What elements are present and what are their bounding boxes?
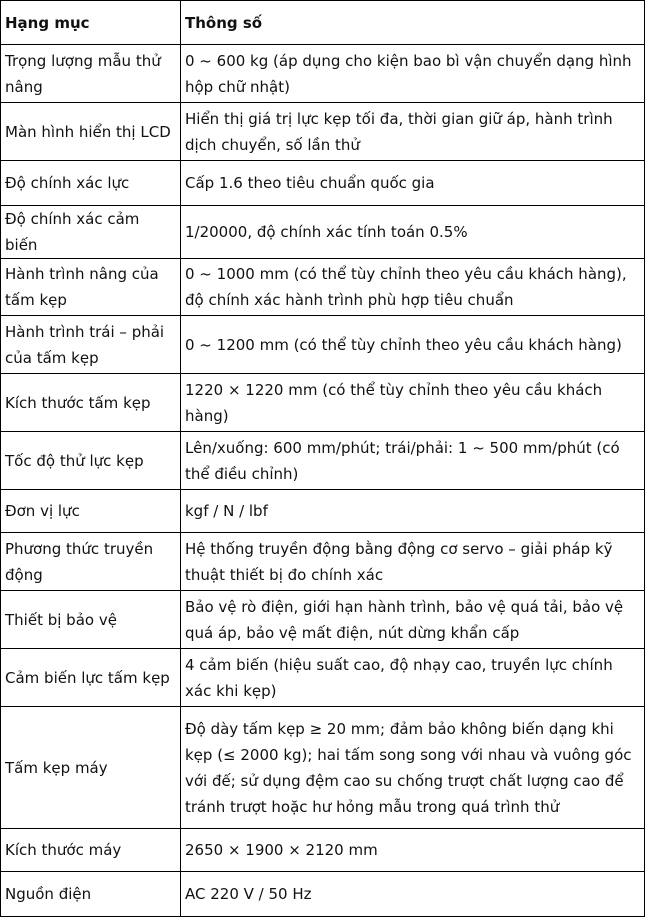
row-spec: kgf / N / lbf bbox=[181, 490, 645, 533]
row-item: Trọng lượng mẫu thử nâng bbox=[1, 45, 181, 103]
row-item: Hành trình trái – phải của tấm kẹp bbox=[1, 316, 181, 374]
row-item: Kích thước tấm kẹp bbox=[1, 374, 181, 432]
row-item: Phương thức truyền động bbox=[1, 533, 181, 591]
row-spec: Hệ thống truyền động bằng động cơ servo – giải pháp kỹ thuật thiết bị đo chính xác bbox=[181, 533, 645, 591]
row-spec: Bảo vệ rò điện, giới hạn hành trình, bảo vệ quá tải, bảo vệ quá áp, bảo vệ mất điện, nút dừng khẩn cấp bbox=[181, 591, 645, 649]
table-row bbox=[1, 533, 645, 591]
row-spec: 1220 × 1220 mm (có thể tùy chỉnh theo yêu cầu khách hàng) bbox=[181, 374, 645, 432]
row-item: Tấm kẹp máy bbox=[1, 707, 181, 829]
table-row bbox=[1, 872, 645, 917]
row-item: Thiết bị bảo vệ bbox=[1, 591, 181, 649]
table-row bbox=[1, 591, 645, 649]
row-spec: 0 ~ 1200 mm (có thể tùy chỉnh theo yêu cầu khách hàng) bbox=[181, 316, 645, 374]
row-spec: AC 220 V / 50 Hz bbox=[181, 872, 645, 917]
table-row bbox=[1, 316, 645, 374]
row-item: Đơn vị lực bbox=[1, 490, 181, 533]
table-row bbox=[1, 161, 645, 206]
table-row bbox=[1, 707, 645, 829]
table-row bbox=[1, 432, 645, 490]
row-item: Màn hình hiển thị LCD bbox=[1, 103, 181, 161]
table-row bbox=[1, 829, 645, 872]
row-spec: 0 ~ 600 kg (áp dụng cho kiện bao bì vận chuyển dạng hình hộp chữ nhật) bbox=[181, 45, 645, 103]
row-item: Độ chính xác cảm biến bbox=[1, 206, 181, 259]
row-spec: Độ dày tấm kẹp ≥ 20 mm; đảm bảo không biến dạng khi kẹp (≤ 2000 kg); hai tấm song song với nhau và vuông góc với đế; sử dụng đệm cao su chống trượt chất lượng cao để tránh trượt hoặc hư hỏng mẫu trong quá trình thử bbox=[181, 707, 645, 829]
table-row bbox=[1, 490, 645, 533]
table-row bbox=[1, 649, 645, 707]
table-row bbox=[1, 206, 645, 259]
table-row bbox=[1, 45, 645, 103]
row-item: Độ chính xác lực bbox=[1, 161, 181, 206]
table-row bbox=[1, 103, 645, 161]
row-spec: Cấp 1.6 theo tiêu chuẩn quốc gia bbox=[181, 161, 645, 206]
row-spec: 0 ~ 1000 mm (có thể tùy chỉnh theo yêu cầu khách hàng), độ chính xác hành trình phù hợp tiêu chuẩn bbox=[181, 259, 645, 316]
table-header-row bbox=[1, 1, 645, 45]
row-item: Hành trình nâng của tấm kẹp bbox=[1, 259, 181, 316]
row-spec: 4 cảm biến (hiệu suất cao, độ nhạy cao, truyền lực chính xác khi kẹp) bbox=[181, 649, 645, 707]
row-spec: 2650 × 1900 × 2120 mm bbox=[181, 829, 645, 872]
row-item: Cảm biến lực tấm kẹp bbox=[1, 649, 181, 707]
header-spec: Thông số bbox=[181, 1, 645, 45]
row-item: Nguồn điện bbox=[1, 872, 181, 917]
row-item: Kích thước máy bbox=[1, 829, 181, 872]
row-spec: 1/20000, độ chính xác tính toán 0.5% bbox=[181, 206, 645, 259]
row-spec: Lên/xuống: 600 mm/phút; trái/phải: 1 ~ 500 mm/phút (có thể điều chỉnh) bbox=[181, 432, 645, 490]
table-row bbox=[1, 259, 645, 316]
table-row bbox=[1, 374, 645, 432]
row-spec: Hiển thị giá trị lực kẹp tối đa, thời gian giữ áp, hành trình dịch chuyển, số lần thử bbox=[181, 103, 645, 161]
header-item: Hạng mục bbox=[1, 1, 181, 45]
row-item: Tốc độ thử lực kẹp bbox=[1, 432, 181, 490]
